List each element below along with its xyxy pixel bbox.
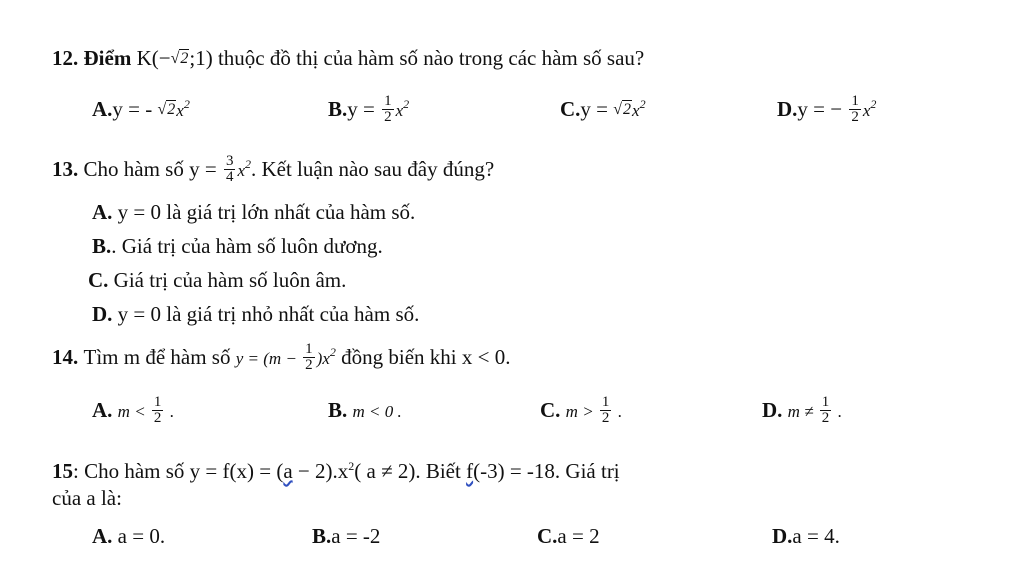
q13-number: 13. bbox=[52, 157, 84, 181]
q15-stem: 15: Cho hàm số $y = f(x) = (a - 2).x^2$( a ≠ 2). Biết f(-3) = -18. Giá trị bbox=[52, 459, 620, 483]
q12-text: thuộc đồ thị của hàm số nào trong các hàm số sau? bbox=[217, 46, 645, 70]
q13-stem: 13. Cho hàm số y = $\frac{3}{4}$ $x^2$. Kết luận nào sau đây đúng? bbox=[52, 152, 495, 185]
q12-option-c[interactable]: $C.y = √2x^2$ bbox=[560, 97, 646, 121]
q14-stem: 14. Tìm m để hàm số y = (m − $\frac{1}{2}$ )$x^2$ đồng biến khi x < 0. bbox=[52, 340, 511, 373]
q15-stem-line2: của a là: bbox=[52, 486, 122, 510]
q15-number: 15 bbox=[52, 459, 73, 483]
q13-option-c[interactable]: C. Giá trị của hàm số luôn âm. bbox=[88, 268, 347, 292]
q15-option-a[interactable]: A. a = 0. bbox=[92, 524, 166, 548]
q12-point: K(−√2;1) bbox=[136, 46, 213, 70]
q14-number: 14. bbox=[52, 345, 84, 369]
q15-option-d[interactable]: D.a = 4. bbox=[772, 524, 840, 548]
q14-option-b[interactable]: B. m < 0 . bbox=[328, 398, 402, 422]
q12-option-b[interactable]: B.y = $\frac{1}{2}$ $x^2$ bbox=[328, 92, 410, 125]
q12-number: 12. Điểm bbox=[52, 46, 137, 70]
q12-stem bbox=[52, 44, 644, 75]
q13-option-b[interactable]: B.. Giá trị của hàm số luôn dương. bbox=[92, 234, 383, 258]
q15-option-b[interactable]: B.a = -2 bbox=[312, 524, 381, 548]
q14-option-c[interactable]: C. m > $\frac{1}{2}$ . bbox=[540, 393, 622, 426]
q14-option-d[interactable]: D. m ≠ $\frac{1}{2}$ . bbox=[762, 393, 842, 426]
q12-option-d[interactable]: D.y = − $\frac{1}{2}$ $x^2$ bbox=[777, 92, 877, 125]
q13-option-d[interactable]: D. y = 0 là giá trị nhỏ nhất của hàm số. bbox=[92, 302, 420, 326]
q12-option-a[interactable]: A.y = - $√2x^2$ bbox=[92, 97, 190, 121]
q14-option-a[interactable]: A. m < $\frac{1}{2}$ . bbox=[92, 393, 174, 426]
q13-option-a[interactable]: A. y = 0 là giá trị lớn nhất của hàm số. bbox=[92, 200, 416, 224]
q15-option-c[interactable]: C.a = 2 bbox=[537, 524, 600, 548]
